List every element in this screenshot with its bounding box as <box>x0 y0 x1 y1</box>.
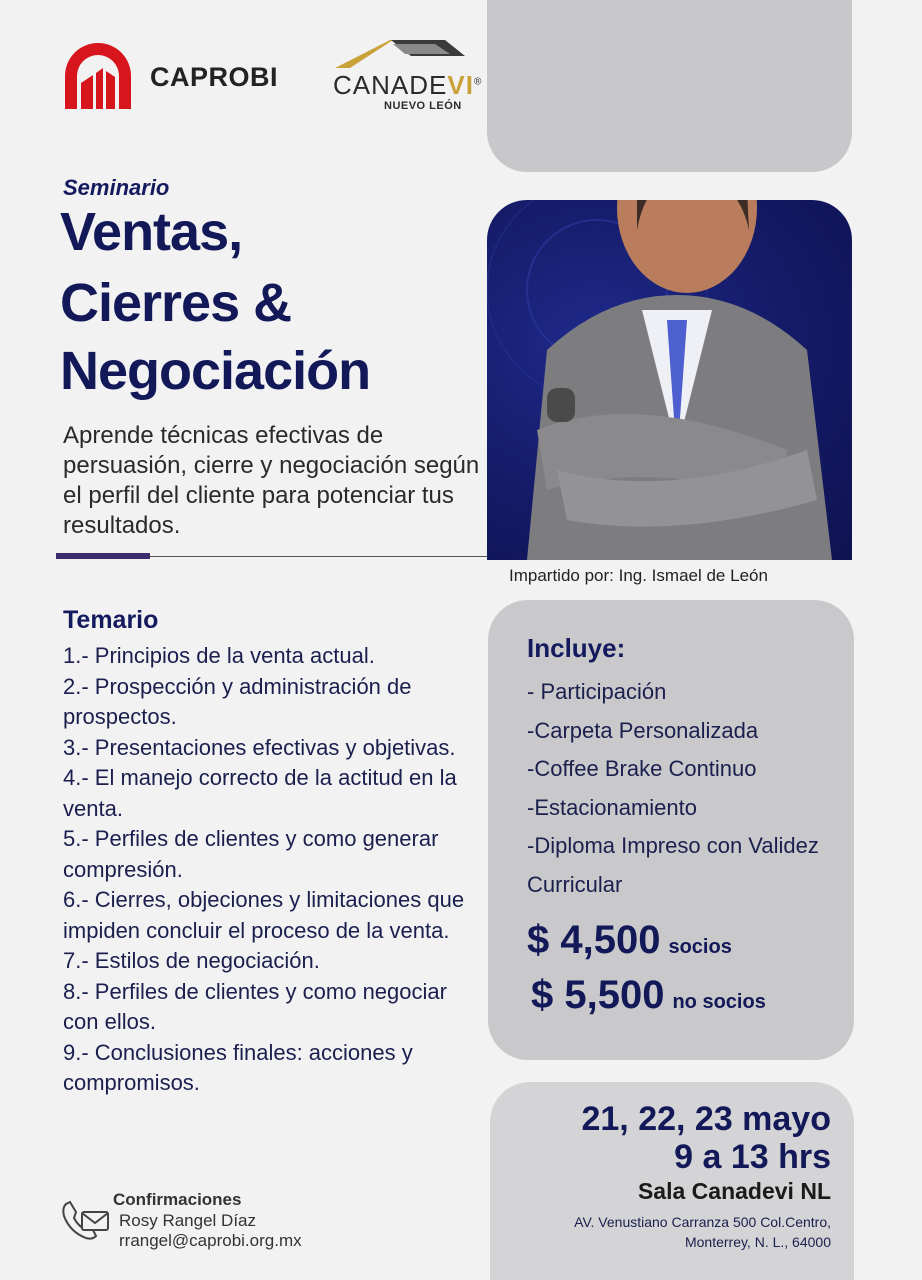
price-label: no socios <box>672 991 766 1013</box>
temario-heading: Temario <box>63 606 159 634</box>
speaker-photo <box>487 200 852 560</box>
canadevi-roof-icon <box>335 38 465 68</box>
event-hours: 9 a 13 hrs <box>674 1138 831 1176</box>
temario-list <box>63 641 483 1099</box>
price-amount: $ 5,500 <box>531 973 665 1017</box>
top-gray-block <box>487 0 852 172</box>
incluye-list <box>527 673 847 1026</box>
list-item: -Diploma Impreso con Validez Curricular <box>527 833 819 897</box>
list-item: 7.- Estilos de negociación. <box>63 948 320 973</box>
price-no-socios <box>531 971 847 1026</box>
event-venue: Sala Canadevi NL <box>637 1178 831 1204</box>
price-socios <box>527 916 847 971</box>
phone-mail-icon <box>60 1198 110 1242</box>
seminar-kicker: Seminario <box>63 175 170 200</box>
contact-email[interactable]: rrangel@caprobi.org.mx <box>119 1231 302 1250</box>
divider-line <box>150 556 487 557</box>
event-address <box>574 1212 831 1252</box>
canadevi-logo-text: CANADEVI® <box>333 70 483 100</box>
list-item: -Coffee Brake Continuo <box>527 756 757 781</box>
title-line-3: Negociación <box>60 341 371 401</box>
seminar-description: Aprende técnicas efectivas de persuasión, cierre y negociación según el perfil del cliente para potenciar tus resultados. <box>63 422 480 539</box>
list-item: 1.- Principios de la venta actual. <box>63 643 375 668</box>
list-item: - Participación <box>527 679 667 704</box>
address-line: AV. Venustiano Carranza 500 Col.Centro, <box>574 1214 831 1230</box>
caprobi-logo-text: CAPROBI <box>150 62 279 92</box>
title-line-2: Cierres & <box>60 273 292 333</box>
price-amount: $ 4,500 <box>527 918 661 962</box>
contact-name: Rosy Rangel Díaz <box>119 1211 257 1230</box>
list-item: 6.- Cierres, objeciones y limitaciones que impiden concluir el proceso de la venta. <box>63 887 465 943</box>
list-item: -Carpeta Personalizada <box>527 717 759 743</box>
canadevi-logo-sub: NUEVO LEÓN <box>384 100 462 112</box>
contact-heading: Confirmaciones <box>113 1190 242 1209</box>
title-line-1: Ventas, <box>60 202 243 262</box>
divider-accent <box>56 553 150 559</box>
list-item: 9.- Conclusiones finales: acciones y compromisos. <box>63 1039 413 1095</box>
list-item: 8.- Perfiles de clientes y como negociar con ellos. <box>63 978 447 1034</box>
list-item: 2.- Prospección y administración de prospectos. <box>63 673 412 729</box>
list-item: 4.- El manejo correcto de la actitud en la venta. <box>63 765 457 821</box>
address-line: Monterrey, N. L., 64000 <box>684 1234 831 1250</box>
list-item: -Estacionamiento <box>527 794 697 820</box>
caprobi-logo-icon <box>63 41 133 111</box>
speaker-illustration <box>487 200 852 560</box>
event-schedule <box>581 1100 831 1176</box>
incluye-heading: Incluye: <box>527 633 626 663</box>
price-label: socios <box>668 936 732 958</box>
event-dates: 21, 22, 23 mayo <box>581 1100 831 1138</box>
list-item: 3.- Presentaciones efectivas y objetivas. <box>63 734 456 760</box>
list-item: 5.- Perfiles de clientes y como generar compresión. <box>63 826 439 882</box>
speaker-credit: Impartido por: Ing. Ismael de León <box>509 566 768 585</box>
